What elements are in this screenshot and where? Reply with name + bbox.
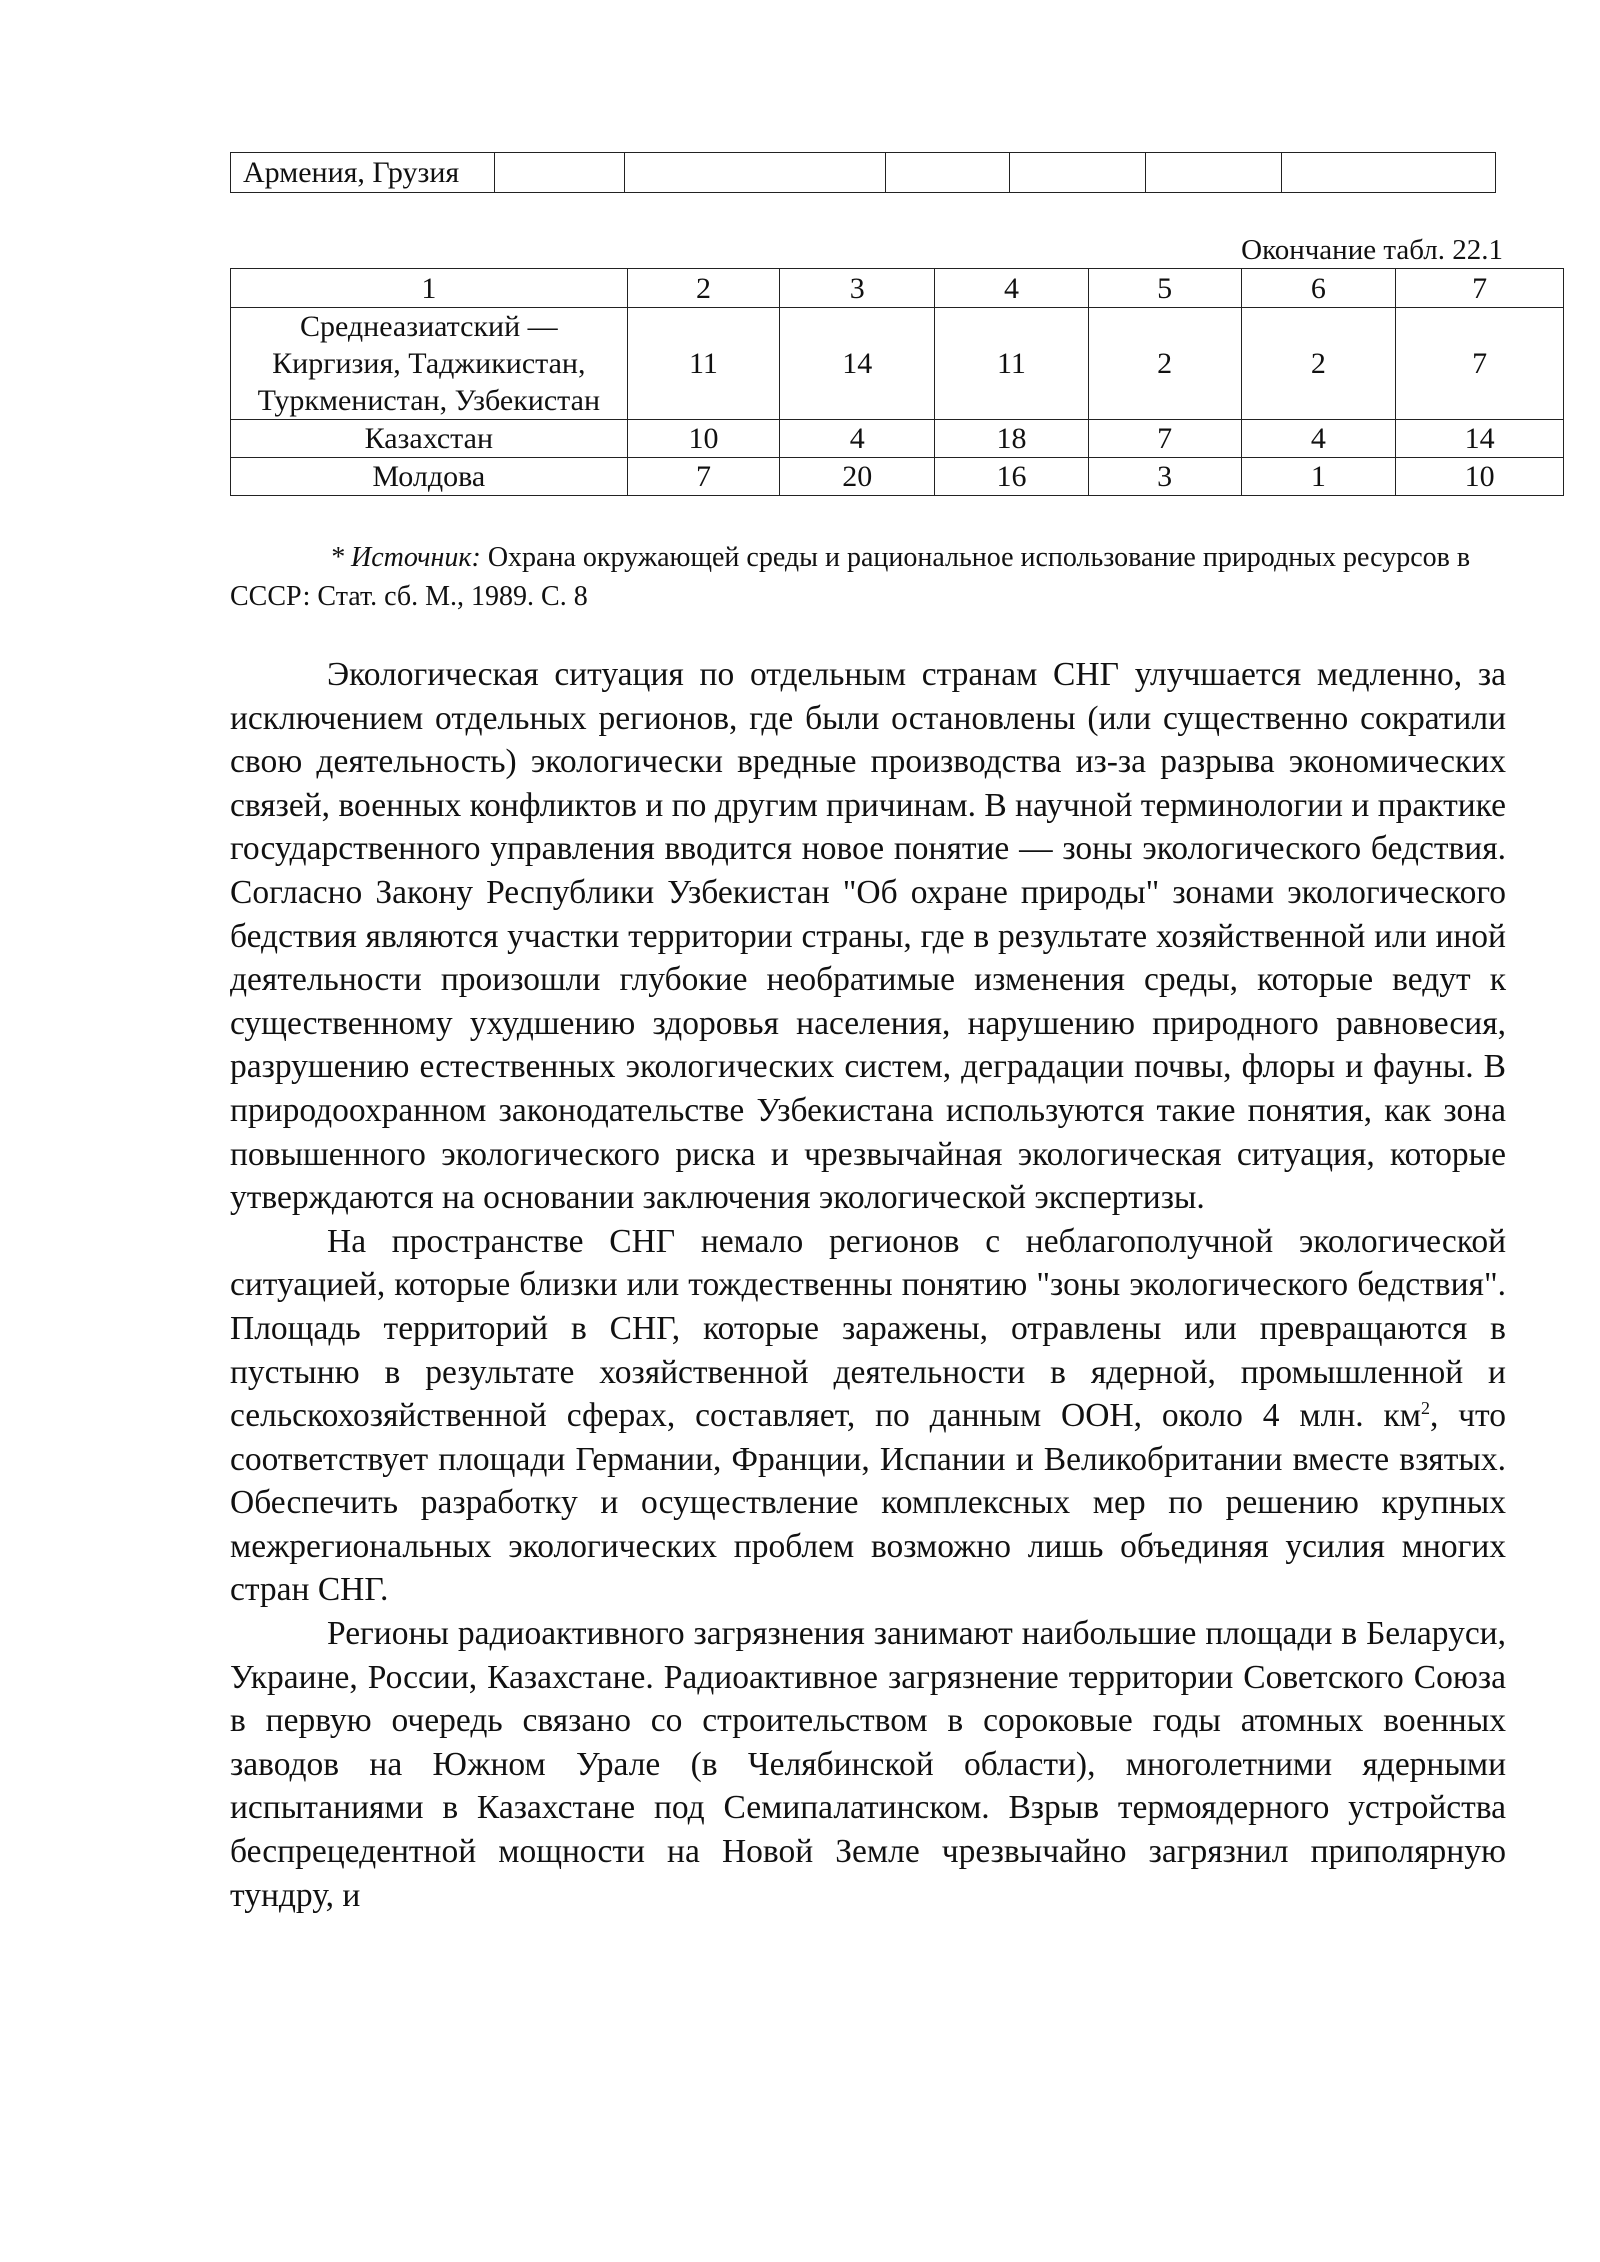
column-header: 4 [935,269,1089,308]
table-cell-region: Казахстан [231,420,628,458]
table-cell: 20 [780,458,935,496]
data-table [230,268,1564,496]
table-cell [1282,153,1496,193]
table-cell: 14 [780,308,935,420]
source-text: Охрана окружающей среды и рациональное использование природных ресурсов в СССР: Стат. сб. М., 1989. С. 8 [230,542,1471,612]
table-cell: 16 [935,458,1089,496]
column-header: 2 [627,269,780,308]
table-header-row [231,269,1564,308]
table-row [231,458,1564,496]
table-cell [625,153,885,193]
table-cell: 3 [1088,458,1241,496]
table-cell-region: Молдова [231,458,628,496]
table-cell [1146,153,1282,193]
table-source-note [230,538,1502,616]
table-cell: 10 [627,420,780,458]
table-cell: 11 [627,308,780,420]
table-cell: 1 [1241,458,1396,496]
column-header: 1 [231,269,628,308]
table-cell: 4 [780,420,935,458]
table-fragment-top [230,152,1496,193]
superscript: 2 [1420,1397,1430,1418]
region-line: Среднеазиатский — [299,310,558,343]
column-header: 3 [780,269,935,308]
column-header: 5 [1088,269,1241,308]
paragraph [230,1220,1506,1612]
table-cell: 10 [1396,458,1564,496]
source-label: * Источник: [330,542,481,573]
table-cell: 14 [1396,420,1564,458]
region-line: Киргизия, Таджикистан, [272,347,586,380]
table-cell-region: Армения, Грузия [231,153,495,193]
table-cell: 7 [627,458,780,496]
table-cell: 7 [1396,308,1564,420]
table-cell [494,153,625,193]
table-cell: 18 [935,420,1089,458]
region-line: Туркменистан, Узбекистан [257,384,601,417]
table-cell: 4 [1241,420,1396,458]
body-text [230,653,1506,1917]
table-cell: 7 [1088,420,1241,458]
table-row [231,420,1564,458]
table-row [231,308,1564,420]
table-cell [1009,153,1146,193]
table-row [231,153,1496,193]
column-header: 6 [1241,269,1396,308]
table-cell: 11 [935,308,1089,420]
column-header: 7 [1396,269,1564,308]
paragraph-text: , что соответствует площади Германии, Франции, Испании и Великобритании вместе взятых. Обеспечить разработку и осуществление комплексных мер по решению крупных межрегиональных экологических проблем возможно лишь объединяя усилия многих стран СНГ. [230,1397,1507,1609]
paragraph-text: На пространстве СНГ немало регионов с неблагополучной экологической ситуацией, которые близки или тождественны понятию "зоны экологического бедствия". Площадь территорий в СНГ, которые заражены, отравлены или превращаются в пустыню в результате хозяйственной деятельности в ядерной, промышленной и сельскохозяйственной сферах, составляет, по данным ООН, около 4 млн. км [230,1222,1506,1435]
table-cell-region [231,308,628,420]
paragraph: Экологическая ситуация по отдельным странам СНГ улучшается медленно, за исключением отдельных регионов, где были остановлены (или существенно сократили свою деятельность) экологически вредные производства из-за разрыва экономических связей, военных конфликтов и по другим причинам. В научной терминологии и практике государственного управления вводится новое понятие — зоны экологического бедствия. Согласно Закону Республики Узбекистан "Об охране природы" зонами экологического бедствия являются участки территории страны, где в результате хозяйственной или иной деятельности произошли глубокие необратимые изменения среды, которые ведут к существенному ухудшению здоровья населения, нарушению природного равновесия, разрушению естественных экологических систем, деградации почвы, флоры и фауны. В природоохранном законодательстве Узбекистана используются такие понятия, как зона повышенного экологического риска и чрезвычайная экологическая ситуация, которые утверждаются на основании заключения экологической экспертизы. [230,656,1506,1217]
table-cell: 2 [1241,308,1396,420]
table-cell [885,153,1009,193]
paragraph: Регионы радиоактивного загрязнения занимают наибольшие площади в Беларуси, Украине, России, Казахстане. Радиоактивное загрязнение территории Советского Союза в первую очередь связано со строительством в сороковые годы атомных военных заводов на Южном Урале (в Челябинской области), многолетними ядерными испытаниями в Казахстане под Семипалатинском. Взрыв термоядерного устройства беспрецедентной мощности на Новой Земле чрезвычайно загрязнил приполярную тундру, и [230,1615,1506,1914]
table-cell: 2 [1088,308,1241,420]
table-caption: Окончание табл. 22.1 [1241,234,1503,266]
